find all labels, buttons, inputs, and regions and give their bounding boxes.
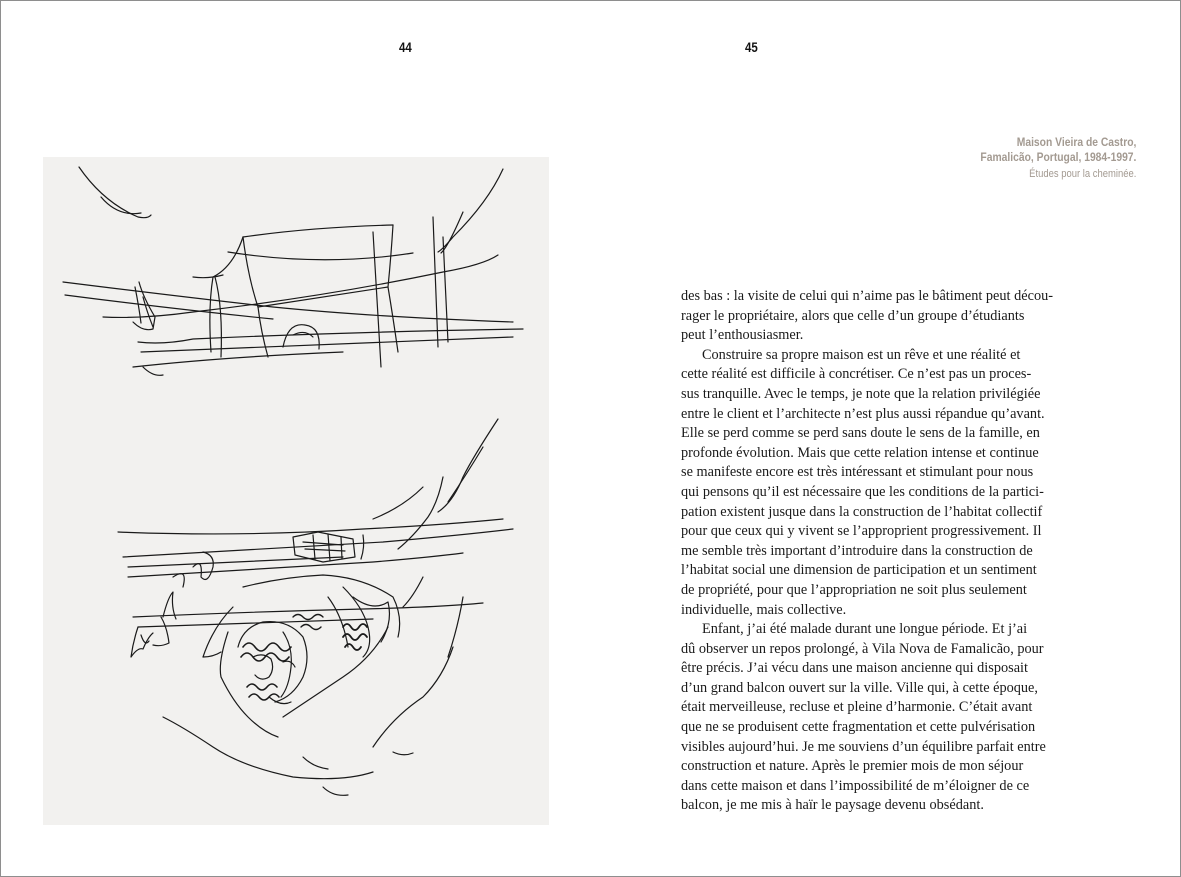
- caption-subtitle: Études pour la cheminée.: [1028, 168, 1136, 180]
- caption-title-line-2: Famalicão, Portugal, 1984-1997.: [979, 150, 1136, 164]
- text-line: d’un grand balcon ouvert sur la ville. Ville qui, à cette époque,: [681, 679, 1038, 696]
- text-line: Elle se perd comme se perd sans doute le sens de la famille, en: [681, 425, 1040, 442]
- text-line: dans cette maison et dans l’impossibilité de m’éloigner de ce: [681, 777, 1030, 794]
- text-line: dû observer un repos prolongé, à Vila Nova de Famalicão, pour: [681, 640, 1044, 657]
- text-line: entre le client et l’architecte n’est plus aussi répandue qu’avant.: [681, 405, 1045, 422]
- text-line: me semble très important d’introduire dans la construction de: [681, 542, 1033, 559]
- text-line: sus tranquille. Avec le temps, je note que la relation privilégiée: [681, 385, 1041, 402]
- text-line: visibles aujourd’hui. Je me souviens d’un équilibre parfait entre: [681, 738, 1046, 755]
- text-line: construction et nature. Après le premier mois de mon séjour: [681, 758, 1024, 775]
- page-number-right: 45: [745, 39, 758, 55]
- text-line: peut l’enthousiasmer.: [681, 327, 804, 344]
- page-number-left: 44: [399, 39, 412, 55]
- text-line: Construire sa propre maison est un rêve et une réalité et: [702, 346, 1021, 363]
- text-line: balcon, je me mis à haïr le paysage devenu obsédant.: [681, 797, 984, 814]
- figure-caption: [955, 135, 1136, 182]
- text-line: l’habitat social une dimension de participation et un sentiment: [681, 562, 1037, 579]
- text-line: être précis. J’ai vécu dans une maison ancienne qui disposait: [681, 660, 1028, 677]
- body-text: [681, 287, 1053, 816]
- text-line: individuelle, mais collective.: [681, 601, 847, 618]
- text-line: était merveilleuse, recluse et pleine d’harmonie. C’était avant: [681, 699, 1033, 716]
- text-line: pour que ceux qui y vivent se l’approprient progressivement. Il: [681, 523, 1042, 540]
- text-line: pation existent jusque dans la construction de l’habitat collectif: [681, 503, 1043, 520]
- text-line: rager le propriétaire, alors que celle d’un groupe d’étudiants: [681, 307, 1025, 324]
- caption-title-line-1: Maison Vieira de Castro,: [1016, 135, 1136, 149]
- sketch-illustration: [43, 157, 549, 825]
- text-line: Enfant, j’ai été malade durant une longue période. Et j’ai: [702, 621, 1028, 638]
- text-line: que ne se produisent cette fragmentation et cette pulvérisation: [681, 719, 1036, 736]
- text-line: profonde évolution. Mais que cette relation intense et continue: [681, 444, 1039, 461]
- architectural-sketch-icon: [43, 157, 549, 825]
- text-line: se manifeste encore est très intéressant et stimulant pour nous: [681, 464, 1034, 481]
- text-line: qui pensons qu’il est nécessaire que les conditions de la partici-: [681, 483, 1044, 500]
- text-line: cette réalité est difficile à concrétiser. Ce n’est pas un proces-: [681, 366, 1032, 383]
- text-line: de propriété, pour que l’appropriation ne soit plus seulement: [681, 581, 1027, 598]
- text-line: des bas : la visite de celui qui n’aime pas le bâtiment peut décou-: [681, 288, 1053, 304]
